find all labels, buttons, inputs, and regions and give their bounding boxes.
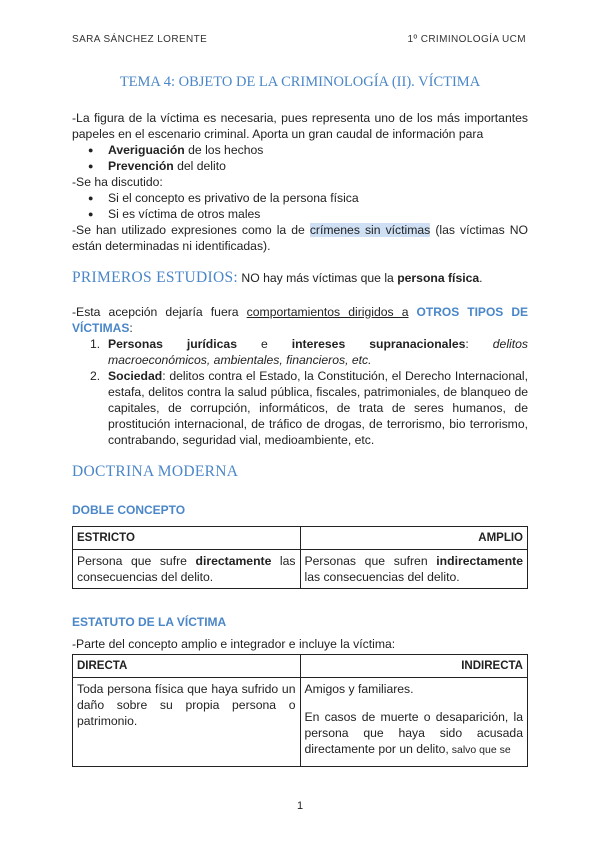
table-cell: Amigos y familiares. En casos de muerte o desaparición, la persona que haya sido acusada directamente por un delito, salvo que se: [300, 678, 528, 767]
intro-text: -La figura de la víctima es necesaria, pues representa uno de los más importantes papeles en el escenario criminal. Aporta un gran caudal de información para: [72, 111, 528, 141]
acepcion-section: [72, 304, 528, 448]
list-item: ● Si el concepto es privativo de la persona física: [72, 190, 528, 206]
table-header-cell: INDIRECTA: [300, 655, 528, 678]
expressions-text: -Se han utilizado expresiones como la de crímenes sin víctimas (las víctimas NO están determinadas ni identificadas).: [72, 223, 528, 253]
section-heading: PRIMEROS ESTUDIOS:: [72, 269, 239, 286]
table-cell: Toda persona física que haya sufrido un daño sobre su propia persona o patrimonio.: [73, 678, 301, 767]
table-cell: Persona que sufre directamente las consecuencias del delito.: [73, 550, 301, 589]
table-cell: Personas que sufren indirectamente las consecuencias del delito.: [300, 550, 528, 589]
acepcion-text: -Esta acepción dejaría fuera comportamientos dirigidos a OTROS TIPOS DE VÍCTIMAS:: [72, 305, 528, 335]
table-header-cell: ESTRICTO: [73, 527, 301, 550]
doble-concepto-table: [72, 526, 528, 589]
page-title: TEMA 4: OBJETO DE LA CRIMINOLOGÍA (II). VÍCTIMA: [119, 74, 481, 90]
doctrina-heading: DOCTRINA MODERNA: [72, 463, 239, 480]
estatuto-intro: -Parte del concepto amplio e integrador e incluye la víctima:: [72, 637, 396, 651]
table-header-cell: AMPLIO: [300, 527, 528, 550]
page-number: 1: [296, 800, 304, 812]
doble-concepto-heading: DOBLE CONCEPTO: [72, 503, 186, 517]
list-item: ● Si es víctima de otros males: [72, 206, 528, 222]
discussed-text: -Se ha discutido:: [72, 175, 163, 189]
list-item: 1. Personas jurídicas e intereses supranacionales: delitos macroeconómicos, ambientales, financieros, etc.: [90, 337, 529, 367]
list-item: ● Prevención del delito: [72, 158, 528, 174]
header-course: 1º CRIMINOLOGÍA UCM: [407, 34, 526, 45]
list-item: ● Averiguación de los hechos: [72, 142, 528, 158]
table-header-cell: DIRECTA: [73, 655, 301, 678]
estatuto-table: [72, 654, 528, 767]
list-item: 2. Sociedad: delitos contra el Estado, la Constitución, el Derecho Internacional, estafa, delitos contra la salud pública, fiscales, patrimoniales, de blanqueo de capitales, de corrupción, informáticos, de trata de seres humanos, de prostitución internacional, de tráfico de drogas, de terrorismo, bio terrorismo, contrabando, seguridad vial, medioambiente, etc.: [90, 369, 528, 447]
intro-section: [72, 110, 528, 254]
estatuto-heading: ESTATUTO DE LA VÍCTIMA: [72, 615, 227, 629]
primeros-estudios: PRIMEROS ESTUDIOS: NO hay más víctimas que la persona física.: [72, 269, 483, 286]
header-author: SARA SÁNCHEZ LORENTE: [72, 34, 208, 45]
